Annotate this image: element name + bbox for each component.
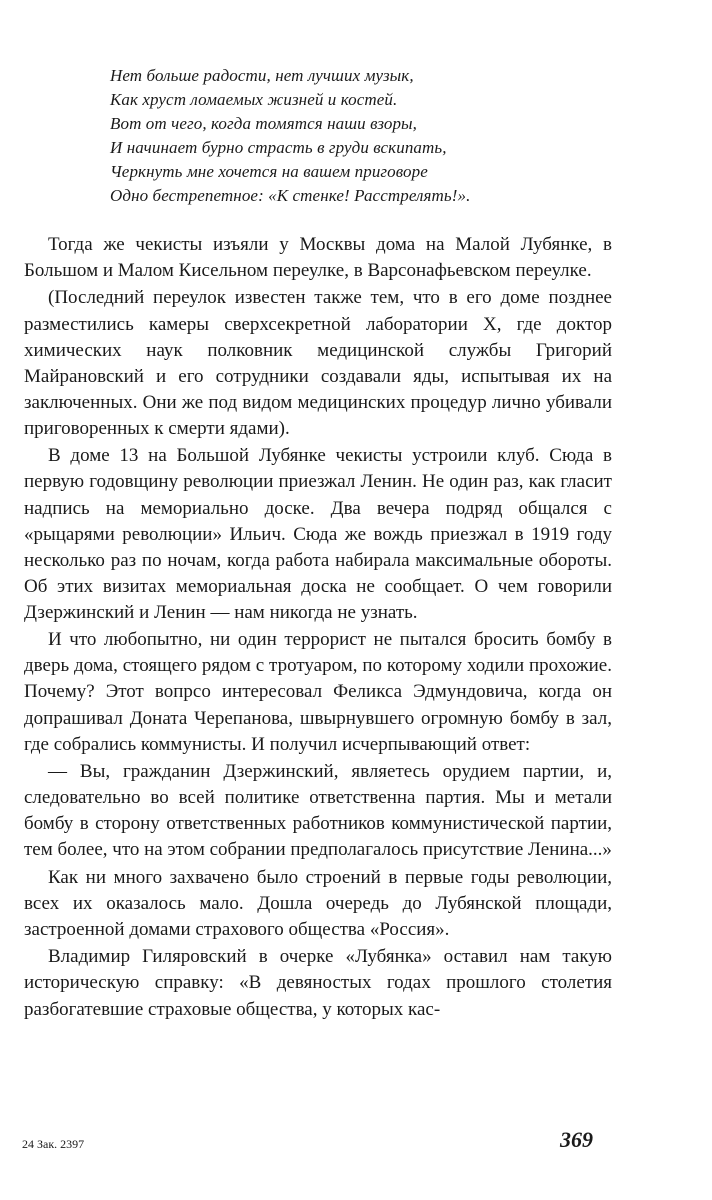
epigraph-line: Как хруст ломаемых жизней и костей. [110, 90, 398, 109]
epigraph-poem [110, 64, 630, 208]
paragraph: Владимир Гиляровский в очерке «Лубянка» оставил нам такую историческую справку: «В девяностых годах прошлого столетия разбогатевшие страховые общества, у которых кас- [24, 946, 612, 1020]
paragraph: И что любопытно, ни один террорист не пытался бросить бомбу в дверь дома, стоящего рядом с тротуаром, по которому ходили прохожие. Почему? Этот вопрсо интересовал Феликса Эдмундовича, когда он допрашивал Доната Черепанова, швырнувшего огромную бомбу в зал, где собрались коммунисты. И получил исчерпывающий ответ: [24, 629, 612, 755]
paragraph: — Вы, гражданин Дзержинский, являетесь орудием партии, и, следовательно во всей политике ответственна партия. Мы и метали бомбу в сторону ответственных работников коммунистической партии, тем более, что на этом собрании предполагалось присутствие Ленина...» [24, 761, 612, 861]
main-text [24, 232, 612, 1024]
paragraph: Тогда же чекисты изъяли у Москвы дома на Малой Лубянке, в Большом и Малом Кисельном переулке, в Варсонафьевском переулке. [24, 234, 612, 282]
paragraph: В доме 13 на Большой Лубянке чекисты устроили клуб. Сюда в первую годовщину революции приезжал Ленин. Не один раз, как гласит надпись на мемориально доске. Два вечера подряд общался с «рыцарями революции» Ильич. Сюда же вождь приезжал в 1919 году несколько раз по ночам, когда работа набирала максимальные обороты. Об этих визитах мемориальная доска не сообщает. О чем говорили Дзержинский и Ленин — нам никогда не узнать. [24, 445, 612, 623]
epigraph-line: Вот от чего, когда томятся наши взоры, [110, 114, 418, 133]
printer-signature: 24 Зак. 2397 [22, 1137, 85, 1151]
epigraph-line: Нет больше радости, нет лучших музык, [110, 66, 414, 85]
epigraph-line: Черкнуть мне хочется на вашем приговоре [110, 162, 428, 181]
epigraph-line: И начинает бурно страсть в груди вскипать, [110, 138, 447, 157]
paragraph: (Последний переулок известен также тем, что в его доме позднее разместились камеры сверхсекретной лаборатории Х, где доктор химических наук полковник медицинской службы Григорий Майрановский и его сотрудники создавали яды, испытывая их на заключенных. Они же под видом медицинских процедур лично убивали приговоренных к смерти ядами). [24, 287, 612, 439]
page-number: 369 [560, 1127, 593, 1152]
epigraph-line: Одно бестрепетное: «К стенке! Расстрелять!». [110, 186, 471, 205]
paragraph: Как ни много захвачено было строений в первые годы революции, всех их оказалось мало. Дошла очередь до Лубянской площади, застроенной домами страхового общества «Россия». [24, 866, 612, 940]
